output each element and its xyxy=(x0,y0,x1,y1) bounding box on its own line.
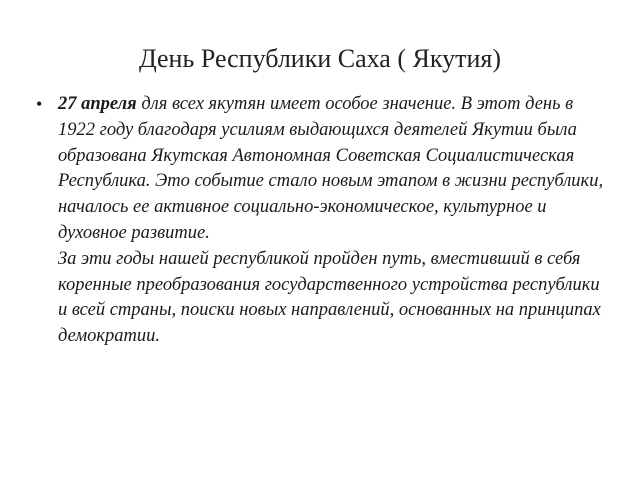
paragraph-2: За эти годы нашей республикой пройден путь, вместивший в себя коренные преобразования государственного устройства республики и всей страны, поиски новых направлений, основанных на принципах демократии. xyxy=(58,248,601,347)
paragraph-1-text: для всех якутян имеет особое значение. В этот день в 1922 году благодаря усилиям выдающихся деятелей Якутии была образована Якутская Автономная Советская Социалистическая Республика. Это событие стало новым этапом в жизни республики, началось ее активное социально-экономическое, культурное и духовное развитие. xyxy=(58,94,604,243)
bullet-marker-icon: • xyxy=(36,94,43,114)
date-highlight: 27 апреля xyxy=(58,94,137,114)
bullet-item xyxy=(34,92,604,350)
slide-title: День Республики Саха ( Якутия) xyxy=(138,44,502,73)
paragraph-1 xyxy=(58,92,604,247)
bullet-list xyxy=(34,92,604,350)
